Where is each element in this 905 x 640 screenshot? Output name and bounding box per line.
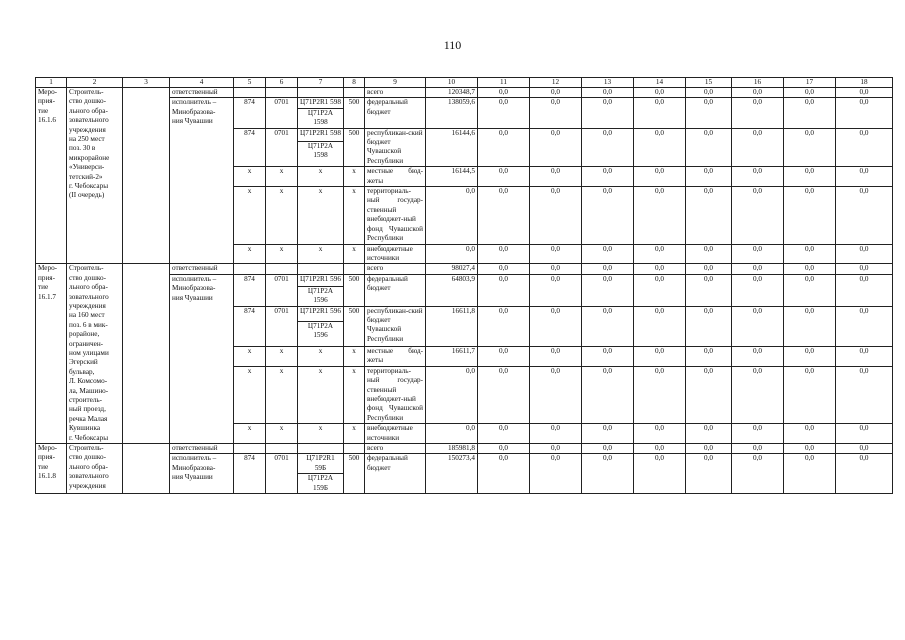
zero-value: 0,0	[582, 274, 634, 306]
zero-value: 0,0	[582, 187, 634, 244]
zero-value: 0,0	[582, 88, 634, 98]
x-mark: x	[344, 366, 365, 423]
zero-value: 0,0	[686, 167, 732, 187]
zero-value: 0,0	[784, 98, 836, 128]
zero-value: 0,0	[836, 244, 893, 264]
zero-value: 0,0	[634, 167, 686, 187]
zero-value: 0,0	[582, 244, 634, 264]
header-cell: 4	[170, 78, 234, 88]
responsible-executor	[170, 98, 234, 264]
header-cell: 17	[784, 78, 836, 88]
zero-value: 0,0	[582, 167, 634, 187]
table-body	[36, 88, 893, 494]
zero-value: 0,0	[530, 346, 582, 366]
zero-value: 0,0	[784, 244, 836, 264]
budget-table	[35, 77, 893, 494]
empty-cell	[234, 88, 266, 98]
zero-value: 0,0	[732, 346, 784, 366]
x-mark: x	[234, 244, 266, 264]
zero-value: 0,0	[634, 274, 686, 306]
zero-value: 0,0	[836, 306, 893, 346]
zero-value: 0,0	[836, 444, 893, 454]
empty-cell	[344, 264, 365, 274]
source-label: всего	[365, 88, 426, 98]
zero-value: 0,0	[634, 454, 686, 494]
zero-value: 0,0	[732, 444, 784, 454]
expense-code: 500	[344, 454, 365, 494]
zero-value: 0,0	[582, 424, 634, 444]
expense-code: 500	[344, 128, 365, 167]
empty-cell	[234, 264, 266, 274]
target-code: Ц71Р2А 1598	[298, 108, 344, 128]
zero-value: 0,0	[784, 128, 836, 167]
zero-value: 0,0	[784, 167, 836, 187]
target-code: Ц71Р2R1 59Б	[298, 454, 344, 474]
zero-value: 0,0	[784, 88, 836, 98]
amount-value: 16611,7	[426, 346, 478, 366]
zero-value: 0,0	[686, 187, 732, 244]
zero-value: 0,0	[478, 366, 530, 423]
header-cell: 1	[36, 78, 67, 88]
x-mark: x	[266, 187, 298, 244]
zero-value: 0,0	[582, 264, 634, 274]
zero-value: 0,0	[784, 346, 836, 366]
empty-cell	[234, 444, 266, 454]
amount-value: 0,0	[426, 244, 478, 264]
zero-value: 0,0	[732, 98, 784, 128]
budget-table-wrapper	[35, 77, 869, 494]
zero-value: 0,0	[836, 274, 893, 306]
zero-value: 0,0	[530, 444, 582, 454]
x-mark: x	[344, 187, 365, 244]
zero-value: 0,0	[582, 454, 634, 494]
zero-value: 0,0	[634, 306, 686, 346]
amount-value: 0,0	[426, 187, 478, 244]
zero-value: 0,0	[732, 167, 784, 187]
zero-value: 0,0	[836, 98, 893, 128]
zero-value: 0,0	[686, 244, 732, 264]
zero-value: 0,0	[784, 274, 836, 306]
source-label: внебюджетные источники	[365, 244, 426, 264]
zero-value: 0,0	[582, 444, 634, 454]
header-cell: 11	[478, 78, 530, 88]
zero-value: 0,0	[582, 128, 634, 167]
zero-value: 0,0	[784, 366, 836, 423]
responsible-line: ния Чувашии	[172, 293, 213, 302]
zero-value: 0,0	[634, 264, 686, 274]
empty-cell	[298, 264, 344, 274]
source-label: всего	[365, 444, 426, 454]
zero-value: 0,0	[732, 424, 784, 444]
source-label: территориаль-ный государ-ственный внебюджет-ный фонд Чувашской Республики	[365, 366, 426, 423]
amount-value: 16611,8	[426, 306, 478, 346]
responsible-line: ния Чувашии	[172, 473, 213, 482]
responsible-label: ответственный	[170, 88, 234, 98]
page-number: 110	[443, 38, 462, 52]
responsible-label: ответственный	[170, 444, 234, 454]
empty-cell	[266, 444, 298, 454]
zero-value: 0,0	[530, 167, 582, 187]
zero-value: 0,0	[582, 306, 634, 346]
amount-value: 64803,9	[426, 274, 478, 306]
zero-value: 0,0	[732, 187, 784, 244]
zero-value: 0,0	[582, 366, 634, 423]
source-label: федеральный бюджет	[365, 98, 426, 128]
x-mark: x	[266, 346, 298, 366]
x-mark: x	[234, 346, 266, 366]
zero-value: 0,0	[634, 366, 686, 423]
header-cell: 7	[298, 78, 344, 88]
zero-value: 0,0	[784, 306, 836, 346]
empty-cell	[344, 444, 365, 454]
measure-id: Меро- прия- тие 16.1.8	[36, 444, 67, 494]
responsible-line: Минобразова-	[172, 107, 216, 116]
zero-value: 0,0	[478, 128, 530, 167]
zero-value: 0,0	[530, 424, 582, 444]
empty-cell	[298, 88, 344, 98]
source-label: местные бюд-жеты	[365, 167, 426, 187]
x-mark: x	[298, 346, 344, 366]
header-cell: 18	[836, 78, 893, 88]
zero-value: 0,0	[732, 244, 784, 264]
zero-value: 0,0	[478, 454, 530, 494]
target-code: Ц71Р2А 159Б	[298, 474, 344, 494]
zero-value: 0,0	[634, 424, 686, 444]
zero-value: 0,0	[836, 187, 893, 244]
source-label: внебюджетные источники	[365, 424, 426, 444]
header-cell: 9	[365, 78, 426, 88]
zero-value: 0,0	[686, 454, 732, 494]
amount-value: 138059,6	[426, 98, 478, 128]
x-mark: x	[234, 167, 266, 187]
zero-value: 0,0	[530, 264, 582, 274]
responsible-executor	[170, 274, 234, 443]
amount-value: 0,0	[426, 366, 478, 423]
zero-value: 0,0	[784, 424, 836, 444]
x-mark: x	[266, 366, 298, 423]
zero-value: 0,0	[686, 444, 732, 454]
zero-value: 0,0	[478, 167, 530, 187]
zero-value: 0,0	[530, 274, 582, 306]
amount-value: 150273,4	[426, 454, 478, 494]
zero-value: 0,0	[732, 454, 784, 494]
x-mark: x	[298, 167, 344, 187]
x-mark: x	[298, 244, 344, 264]
zero-value: 0,0	[732, 128, 784, 167]
header-cell: 5	[234, 78, 266, 88]
zero-value: 0,0	[478, 274, 530, 306]
responsible-line: Минобразова-	[172, 284, 216, 293]
zero-value: 0,0	[634, 88, 686, 98]
measure-id: Меро- прия- тие 16.1.6	[36, 88, 67, 264]
zero-value: 0,0	[732, 306, 784, 346]
zero-value: 0,0	[836, 128, 893, 167]
empty-cell	[344, 88, 365, 98]
header-cell: 13	[582, 78, 634, 88]
amount-value: 16144,6	[426, 128, 478, 167]
target-code: Ц71Р2R1 596	[298, 274, 344, 286]
zero-value: 0,0	[732, 264, 784, 274]
empty-cell	[123, 264, 170, 444]
x-mark: x	[344, 346, 365, 366]
zero-value: 0,0	[478, 424, 530, 444]
zero-value: 0,0	[530, 128, 582, 167]
empty-cell	[123, 444, 170, 494]
zero-value: 0,0	[478, 306, 530, 346]
header-cell: 3	[123, 78, 170, 88]
header-cell: 12	[530, 78, 582, 88]
source-label: всего	[365, 264, 426, 274]
zero-value: 0,0	[732, 366, 784, 423]
source-label: местные бюд-жеты	[365, 346, 426, 366]
x-mark: x	[298, 187, 344, 244]
empty-cell	[123, 88, 170, 264]
header-cell: 10	[426, 78, 478, 88]
zero-value: 0,0	[582, 98, 634, 128]
gr-code: 874	[234, 98, 266, 128]
zero-value: 0,0	[478, 264, 530, 274]
target-code: Ц71Р2R1 598	[298, 128, 344, 141]
x-mark: x	[266, 167, 298, 187]
header-cell: 15	[686, 78, 732, 88]
zero-value: 0,0	[530, 88, 582, 98]
zero-value: 0,0	[530, 306, 582, 346]
section-code: 0701	[266, 274, 298, 306]
source-label: территориаль-ный государ-ственный внебюджет-ный фонд Чувашской Республики	[365, 187, 426, 244]
responsible-line: исполнитель –	[172, 274, 217, 283]
header-cell: 2	[67, 78, 123, 88]
target-code: Ц71Р2А 1598	[298, 141, 344, 166]
amount-value: 0,0	[426, 424, 478, 444]
zero-value: 0,0	[836, 264, 893, 274]
zero-value: 0,0	[686, 128, 732, 167]
section-code: 0701	[266, 98, 298, 128]
empty-cell	[298, 444, 344, 454]
zero-value: 0,0	[686, 346, 732, 366]
target-code: Ц71Р2А 1596	[298, 286, 344, 306]
x-mark: x	[344, 244, 365, 264]
measure-name: Строитель- ство дошко- льного обра- зовательного учреждения	[67, 444, 123, 494]
zero-value: 0,0	[582, 346, 634, 366]
gr-code: 874	[234, 274, 266, 306]
measure-name: Строитель- ство дошко- льного обра- зовательного учреждения на 160 мест поз. 6 в мик- рорайоне, ограничен- ном улицами Эгерский бульвар, Л. Комсомо- ла, Машино- строитель- ный проезд, речка Малая Кувшинка г. Чебоксары	[67, 264, 123, 444]
zero-value: 0,0	[634, 444, 686, 454]
header-cell: 16	[732, 78, 784, 88]
target-code: Ц71Р2R1 596	[298, 306, 344, 321]
zero-value: 0,0	[836, 366, 893, 423]
x-mark: x	[344, 167, 365, 187]
source-label: республикан-ский бюджет Чувашской Республики	[365, 306, 426, 346]
zero-value: 0,0	[530, 366, 582, 423]
section-code: 0701	[266, 454, 298, 494]
total-value: 98027,4	[426, 264, 478, 274]
zero-value: 0,0	[784, 444, 836, 454]
target-code: Ц71Р2R1 598	[298, 98, 344, 108]
responsible-executor	[170, 454, 234, 494]
zero-value: 0,0	[530, 98, 582, 128]
source-label: федеральный бюджет	[365, 274, 426, 306]
zero-value: 0,0	[784, 264, 836, 274]
zero-value: 0,0	[836, 346, 893, 366]
zero-value: 0,0	[478, 187, 530, 244]
empty-cell	[266, 264, 298, 274]
zero-value: 0,0	[686, 306, 732, 346]
x-mark: x	[234, 187, 266, 244]
x-mark: x	[298, 366, 344, 423]
zero-value: 0,0	[634, 346, 686, 366]
zero-value: 0,0	[478, 88, 530, 98]
expense-code: 500	[344, 98, 365, 128]
section-code: 0701	[266, 128, 298, 167]
zero-value: 0,0	[634, 98, 686, 128]
x-mark: x	[234, 366, 266, 423]
zero-value: 0,0	[478, 346, 530, 366]
total-value: 185981,8	[426, 444, 478, 454]
zero-value: 0,0	[686, 366, 732, 423]
zero-value: 0,0	[530, 454, 582, 494]
expense-code: 500	[344, 274, 365, 306]
zero-value: 0,0	[478, 98, 530, 128]
zero-value: 0,0	[530, 187, 582, 244]
zero-value: 0,0	[634, 244, 686, 264]
zero-value: 0,0	[784, 187, 836, 244]
header-row	[36, 78, 893, 88]
gr-code: 874	[234, 128, 266, 167]
target-code: Ц71Р2А 1596	[298, 321, 344, 346]
zero-value: 0,0	[836, 167, 893, 187]
gr-code: 874	[234, 306, 266, 346]
x-mark: x	[298, 424, 344, 444]
empty-cell	[266, 88, 298, 98]
responsible-line: Минобразова-	[172, 463, 216, 472]
responsible-line: исполнитель –	[172, 98, 217, 107]
zero-value: 0,0	[478, 444, 530, 454]
responsible-label: ответственный	[170, 264, 234, 274]
zero-value: 0,0	[478, 244, 530, 264]
zero-value: 0,0	[686, 274, 732, 306]
gr-code: 874	[234, 454, 266, 494]
source-label: федеральный бюджет	[365, 454, 426, 494]
expense-code: 500	[344, 306, 365, 346]
source-label: республикан-ский бюджет Чувашской Республики	[365, 128, 426, 167]
zero-value: 0,0	[530, 244, 582, 264]
zero-value: 0,0	[836, 88, 893, 98]
zero-value: 0,0	[784, 454, 836, 494]
total-row	[36, 264, 893, 274]
zero-value: 0,0	[686, 424, 732, 444]
amount-value: 16144,5	[426, 167, 478, 187]
zero-value: 0,0	[836, 454, 893, 494]
total-row	[36, 88, 893, 98]
header-cell: 6	[266, 78, 298, 88]
section-code: 0701	[266, 306, 298, 346]
measure-id: Меро- прия- тие 16.1.7	[36, 264, 67, 444]
zero-value: 0,0	[686, 264, 732, 274]
header-cell: 14	[634, 78, 686, 88]
x-mark: x	[234, 424, 266, 444]
responsible-line: ния Чувашии	[172, 117, 213, 126]
measure-name: Строитель- ство дошко- льного обра- зовательного учреждения на 250 мест поз. 30 в микрорайоне «Универси- тетский-2» г. Чебоксары (II очередь)	[67, 88, 123, 264]
x-mark: x	[266, 244, 298, 264]
zero-value: 0,0	[732, 88, 784, 98]
zero-value: 0,0	[732, 274, 784, 306]
zero-value: 0,0	[836, 424, 893, 444]
responsible-line: исполнитель –	[172, 454, 217, 463]
total-row	[36, 444, 893, 454]
zero-value: 0,0	[634, 187, 686, 244]
zero-value: 0,0	[686, 98, 732, 128]
x-mark: x	[266, 424, 298, 444]
x-mark: x	[344, 424, 365, 444]
zero-value: 0,0	[634, 128, 686, 167]
zero-value: 0,0	[686, 88, 732, 98]
total-value: 120348,7	[426, 88, 478, 98]
header-cell: 8	[344, 78, 365, 88]
